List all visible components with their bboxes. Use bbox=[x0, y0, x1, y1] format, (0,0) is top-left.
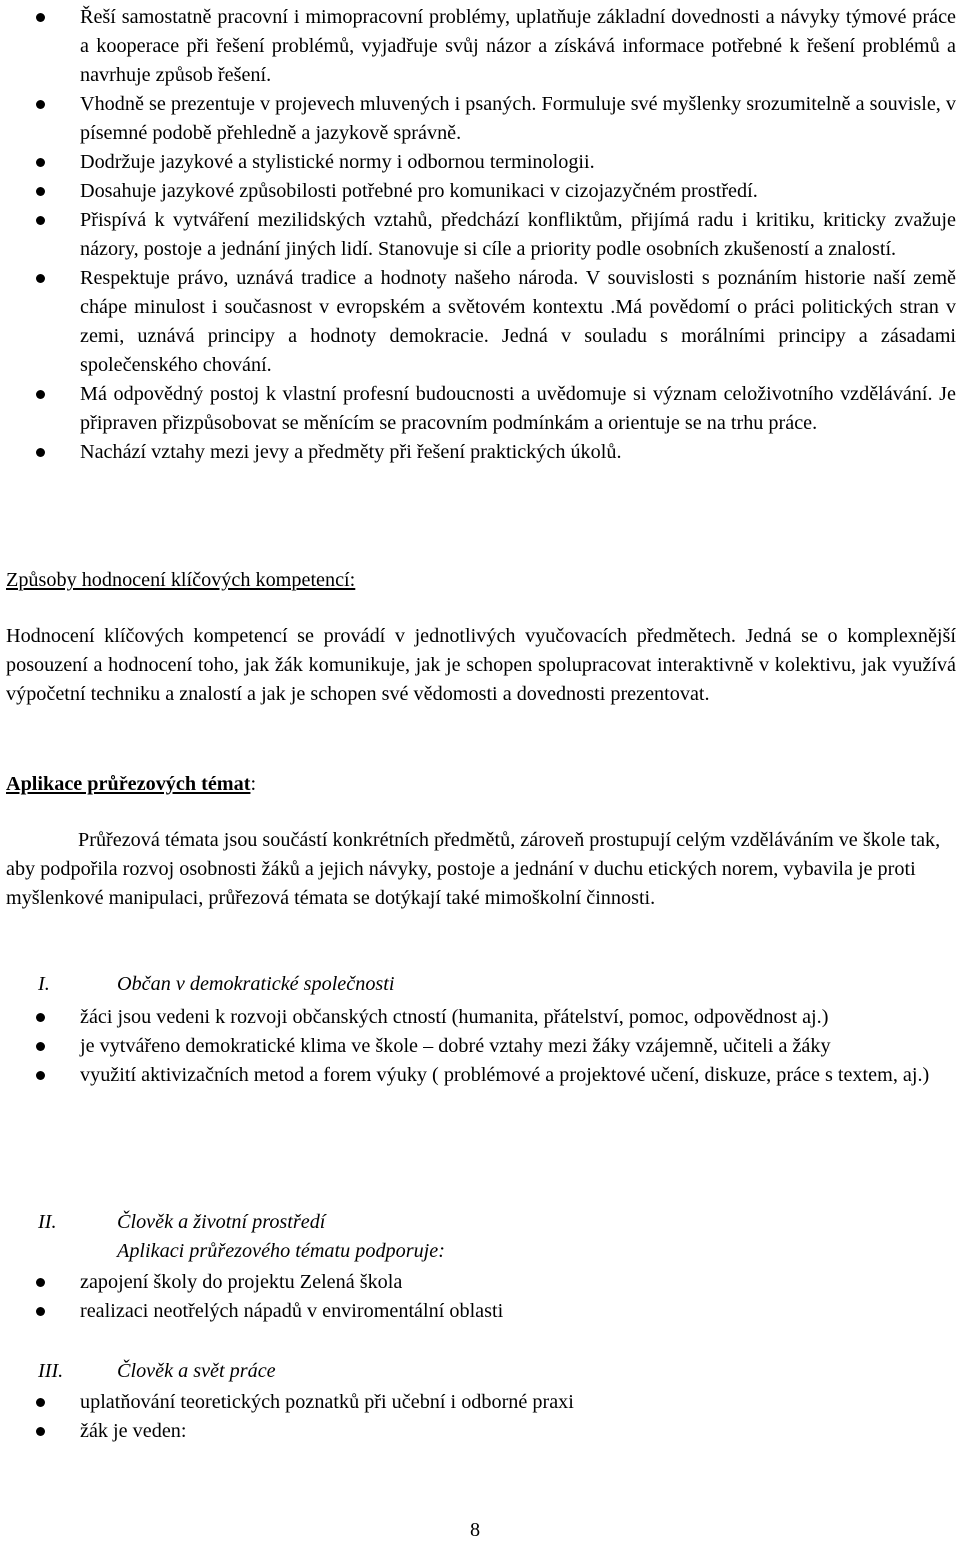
section-list bbox=[0, 1388, 960, 1446]
competence-evaluation-paragraph: Hodnocení klíčových kompetencí se provádí v jednotlivých vyučovacích předmětech. Jedná se o komplexnější posouzení a hodnocení toho, jak žák komunikuje, jak je schopen spolupracovat interaktivně v kolektivu, jak využívá výpočetní techniku a znalostí a jak je schopen své vědomosti a dovednosti prezentovat. bbox=[6, 625, 956, 705]
section-number: II. bbox=[38, 1211, 57, 1233]
section-title-text: Člověk a životní prostředí bbox=[117, 1211, 326, 1233]
crosscutting-themes-paragraph: Průřezová témata jsou součástí konkrétních předmětů, zároveň prostupují celým vzděláváním ve škole tak, aby podpořila rozvoj osobnosti žáků a jejich návyky, postoje a jednání v duchu etických norem, vybavila je proti myšlenkové manipulaci, průřezová témata se dotýkají také mimoškolní činnosti. bbox=[6, 829, 941, 909]
list-item: využití aktivizačních metod a forem výuky ( problémové a projektové učení, diskuze, práce s textem, aj.) bbox=[0, 1061, 960, 1090]
list-item: je vytvářeno demokratické klima ve škole – dobré vztahy mezi žáky vzájemně, učiteli a žáky bbox=[0, 1032, 960, 1061]
section-subtitle: Aplikaci průřezového tématu podporuje: bbox=[117, 1240, 445, 1262]
list-item: Má odpovědný postoj k vlastní profesní budoucnosti a uvědomuje si význam celoživotního vzdělávání. Je připraven přizpůsobovat se měnícím se pracovním podmínkám a orientuje se na trhu práce. bbox=[0, 380, 960, 438]
section-list bbox=[0, 1003, 960, 1090]
page-number: 8 bbox=[470, 1519, 481, 1541]
list-item: Řeší samostatně pracovní i mimopracovní problémy, uplatňuje základní dovednosti a návyky týmové práce a kooperace při řešení problémů, vyjadřuje svůj názor a získává informace potřebné k řešení problémů a navrhuje způsob řešení. bbox=[0, 3, 960, 90]
section-list bbox=[0, 1268, 960, 1326]
list-item: žáci jsou vedeni k rozvoji občanských ctností (humanita, přátelství, pomoc, odpovědnost aj.) bbox=[0, 1003, 960, 1032]
list-item: Přispívá k vytváření mezilidských vztahů, předchází konfliktům, přijímá radu i kritiku, kriticky zvažuje názory, postoje a jednání jiných lidí. Stanovuje si cíle a priority podle osobních zkušeností a znalostí. bbox=[0, 206, 960, 264]
list-item: uplatňování teoretických poznatků při učební i odborné praxi bbox=[0, 1388, 960, 1417]
section-title-text: Občan v demokratické společnosti bbox=[117, 973, 395, 995]
list-item: Vhodně se prezentuje v projevech mluvených i psaných. Formuluje své myšlenky srozumitelně a souvisle, v písemné podobě přehledně a jazykově správně. bbox=[0, 90, 960, 148]
crosscutting-themes-heading-colon: : bbox=[250, 773, 257, 795]
section-number: III. bbox=[38, 1360, 64, 1382]
list-item: Nachází vztahy mezi jevy a předměty při řešení praktických úkolů. bbox=[0, 438, 960, 467]
competence-evaluation-heading: Způsoby hodnocení klíčových kompetencí: bbox=[6, 569, 356, 591]
list-item: žák je veden: bbox=[0, 1417, 960, 1446]
list-item: realizaci neotřelých nápadů v enviromentální oblasti bbox=[0, 1297, 960, 1326]
list-item: zapojení školy do projektu Zelená škola bbox=[0, 1268, 960, 1297]
section-title-text: Člověk a svět práce bbox=[117, 1360, 276, 1382]
crosscutting-themes-heading bbox=[6, 770, 256, 799]
section-number: I. bbox=[38, 973, 50, 995]
list-item: Dodržuje jazykové a stylistické normy i odbornou terminologii. bbox=[0, 148, 960, 177]
key-competences-list bbox=[0, 3, 960, 467]
crosscutting-themes-heading-text: Aplikace průřezových témat bbox=[6, 773, 251, 795]
list-item: Respektuje právo, uznává tradice a hodnoty našeho národa. V souvislosti s poznáním historie naší země chápe minulost i současnost v evropském a světovém kontextu .Má povědomí o práci politických stran v zemi, uznává principy a hodnoty demokracie. Jedná v souladu s morálními principy a zásadami společenského chování. bbox=[0, 264, 960, 380]
list-item: Dosahuje jazykové způsobilosti potřebné pro komunikaci v cizojazyčném prostředí. bbox=[0, 177, 960, 206]
